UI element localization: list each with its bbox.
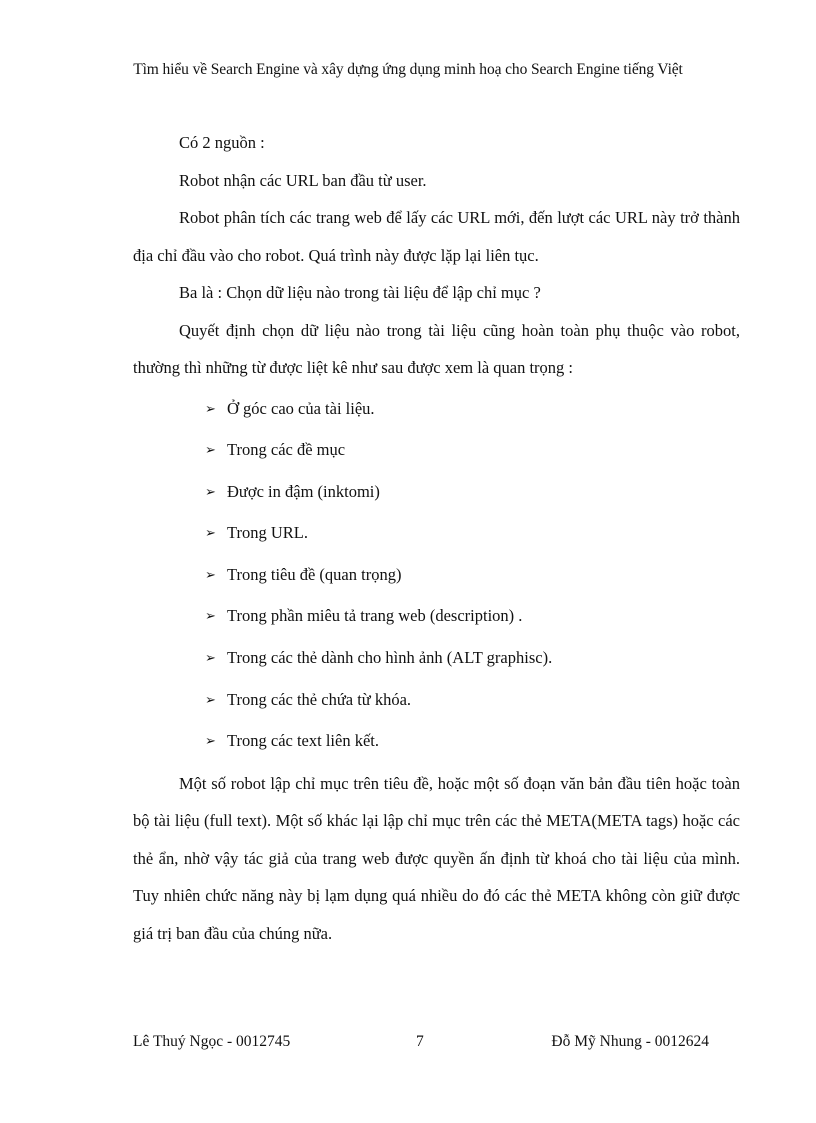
footer-author-right: Đỗ Mỹ Nhung - 0012624: [551, 1033, 709, 1050]
paragraph-question-three: Ba là : Chọn dữ liệu nào trong tài liệu để lập chỉ mục ?: [179, 283, 541, 302]
list-item: ➢ Trong tiêu đề (quan trọng): [205, 555, 740, 597]
paragraph-decision: Quyết định chọn dữ liệu nào trong tài liệu cũng hoàn toàn phụ thuộc vào robot, thường thì những từ được liệt kê như sau được xem là quan trọng :: [133, 320, 740, 377]
footer-author-left: Lê Thuý Ngọc - 0012745: [133, 1033, 291, 1050]
page-header: Tìm hiểu về Search Engine và xây dựng ứng dụng minh hoạ cho Search Engine tiếng Việt: [133, 61, 683, 78]
paragraph-sources: Có 2 nguồn :: [179, 133, 265, 152]
list-item: ➢ Trong các thẻ chứa từ khóa.: [205, 680, 740, 722]
list-item: ➢ Trong URL.: [205, 513, 740, 555]
arrowhead-bullet-icon: ➢: [205, 401, 216, 417]
paragraph-source-user: Robot nhận các URL ban đầu từ user.: [179, 170, 427, 190]
arrowhead-bullet-icon: ➢: [205, 609, 216, 625]
paragraph-source-robot: Robot phân tích các trang web để lấy các URL mới, đến lượt các URL này trở thành địa chỉ đầu vào cho robot. Quá trình này được lặp lại liên tục.: [133, 208, 740, 265]
arrowhead-bullet-icon: ➢: [205, 443, 216, 459]
arrowhead-bullet-icon: ➢: [205, 484, 216, 500]
arrowhead-bullet-icon: ➢: [205, 651, 216, 667]
list-item: ➢ Trong các thẻ dành cho hình ảnh (ALT graphisc).: [205, 638, 740, 680]
list-item: ➢ Trong các text liên kết.: [205, 721, 740, 763]
arrowhead-bullet-icon: ➢: [205, 734, 216, 750]
list-item: ➢ Ở góc cao của tài liệu.: [205, 389, 740, 431]
list-item: ➢ Trong các đề mục: [205, 430, 740, 472]
list-item: ➢ Trong phần miêu tả trang web (description) .: [205, 596, 740, 638]
paragraph-meta-tags: Một số robot lập chỉ mục trên tiêu đề, hoặc một số đoạn văn bản đầu tiên hoặc toàn bộ tài liệu (full text). Một số khác lại lập chỉ mục trên các thẻ META(META tags) hoặc các thẻ ẩn, nhờ vậy tác giả của trang web được quyền ấn định từ khoá cho tài liệu của mình. Tuy nhiên chức năng này bị lạm dụng quá nhiều do đó các thẻ META không còn giữ được giá trị ban đầu của chúng nữa.: [133, 773, 740, 943]
list-item: ➢ Được in đậm (inktomi): [205, 472, 740, 514]
arrowhead-bullet-icon: ➢: [205, 526, 216, 542]
important-locations-list: [133, 389, 740, 763]
arrowhead-bullet-icon: ➢: [205, 692, 216, 708]
arrowhead-bullet-icon: ➢: [205, 567, 216, 583]
document-body: [133, 124, 740, 952]
page-number: 7: [416, 1033, 424, 1050]
